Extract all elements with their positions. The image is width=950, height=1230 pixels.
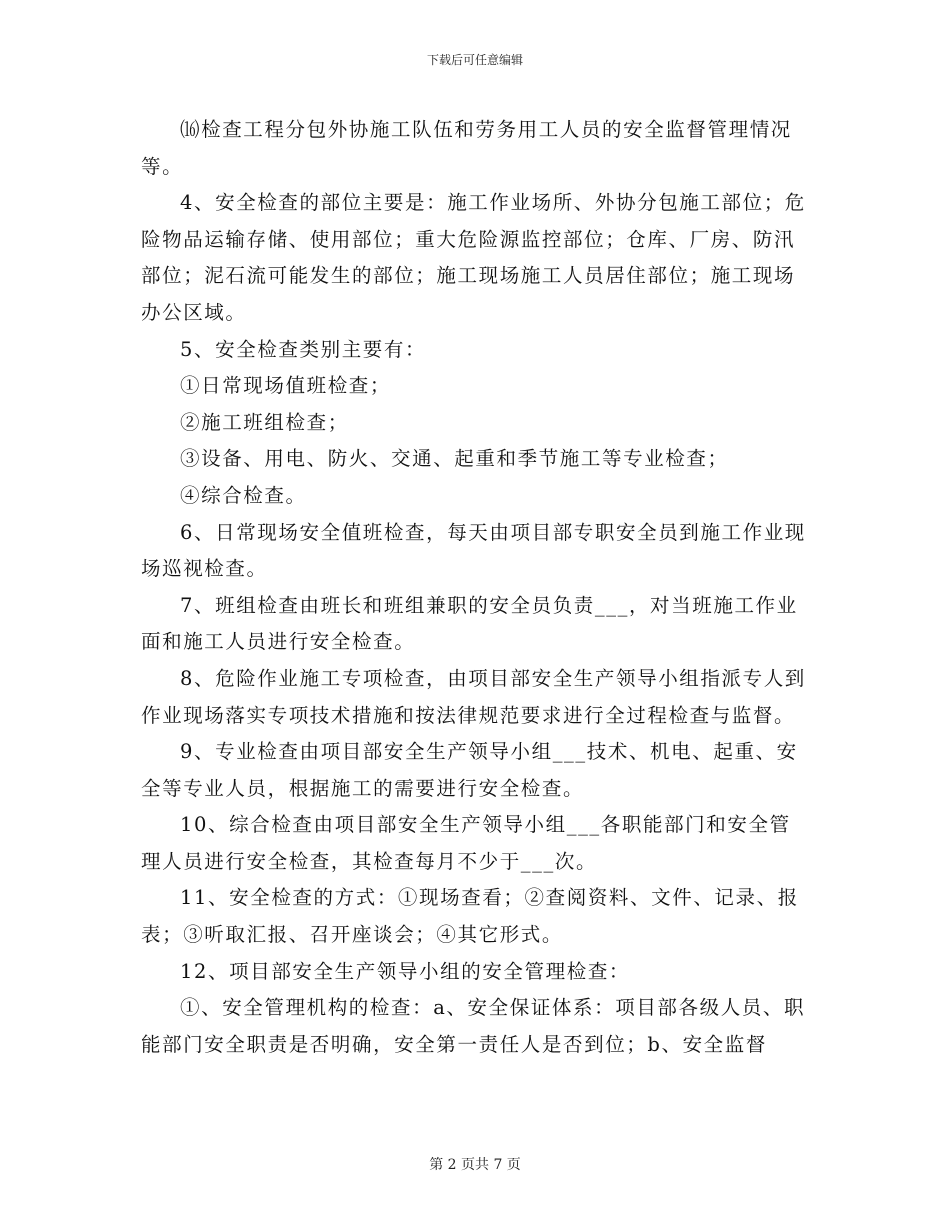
document-body bbox=[141, 112, 811, 1063]
paragraph: 6、日常现场安全值班检查，每天由项目部专职安全员到施工作业现场巡视检查。 bbox=[141, 520, 806, 581]
list-item: ②施工班组检查； bbox=[180, 410, 349, 434]
list-item: ③设备、用电、防火、交通、起重和季节施工等专业检查； bbox=[180, 447, 729, 471]
paragraph: 5、安全检查类别主要有： bbox=[180, 337, 427, 361]
paragraph: 10、综合检查由项目部安全生产领导小组___各职能部门和安全管理人员进行安全检查，其检查每月不少于___次。 bbox=[141, 813, 791, 873]
paragraph: ⒃检查工程分包外协施工队伍和劳务用工人员的安全监督管理情况等。 bbox=[141, 118, 792, 178]
paragraph: 12、项目部安全生产领导小组的安全管理检查： bbox=[180, 959, 631, 983]
page-number-footer: 第 2 页共 7 页 bbox=[429, 1157, 521, 1173]
list-item: ④综合检查。 bbox=[180, 483, 307, 507]
paragraph: 4、安全检查的部位主要是：施工作业场所、外协分包施工部位；危险物品运输存储、使用部位；重大危险源监控部位；仓库、厂房、防汛部位；泥石流可能发生的部位；施工现场施工人员居住部位；施工现场办公区域。 bbox=[141, 191, 806, 324]
paragraph: ①、安全管理机构的检查：a、安全保证体系：项目部各级人员、职能部门安全职责是否明确，安全第一责任人是否到位；b、安全监督 bbox=[141, 996, 806, 1056]
paragraph: 11、安全检查的方式：①现场查看；②查阅资料、文件、记录、报表；③听取汇报、召开座谈会；④其它形式。 bbox=[141, 886, 799, 947]
page-header-note: 下载后可任意编辑 bbox=[426, 53, 523, 67]
paragraph: 9、专业检查由项目部安全生产领导小组___技术、机电、起重、安全等专业人员，根据施工的需要进行安全检查。 bbox=[141, 740, 798, 800]
list-item: ①日常现场值班检查； bbox=[180, 374, 392, 398]
paragraph: 7、班组检查由班长和班组兼职的安全员负责___，对当班施工作业面和施工人员进行安全检查。 bbox=[141, 593, 798, 654]
paragraph: 8、危险作业施工专项检查，由项目部安全生产领导小组指派专人到作业现场落实专项技术措施和按法律规范要求进行全过程检查与监督。 bbox=[141, 666, 806, 727]
